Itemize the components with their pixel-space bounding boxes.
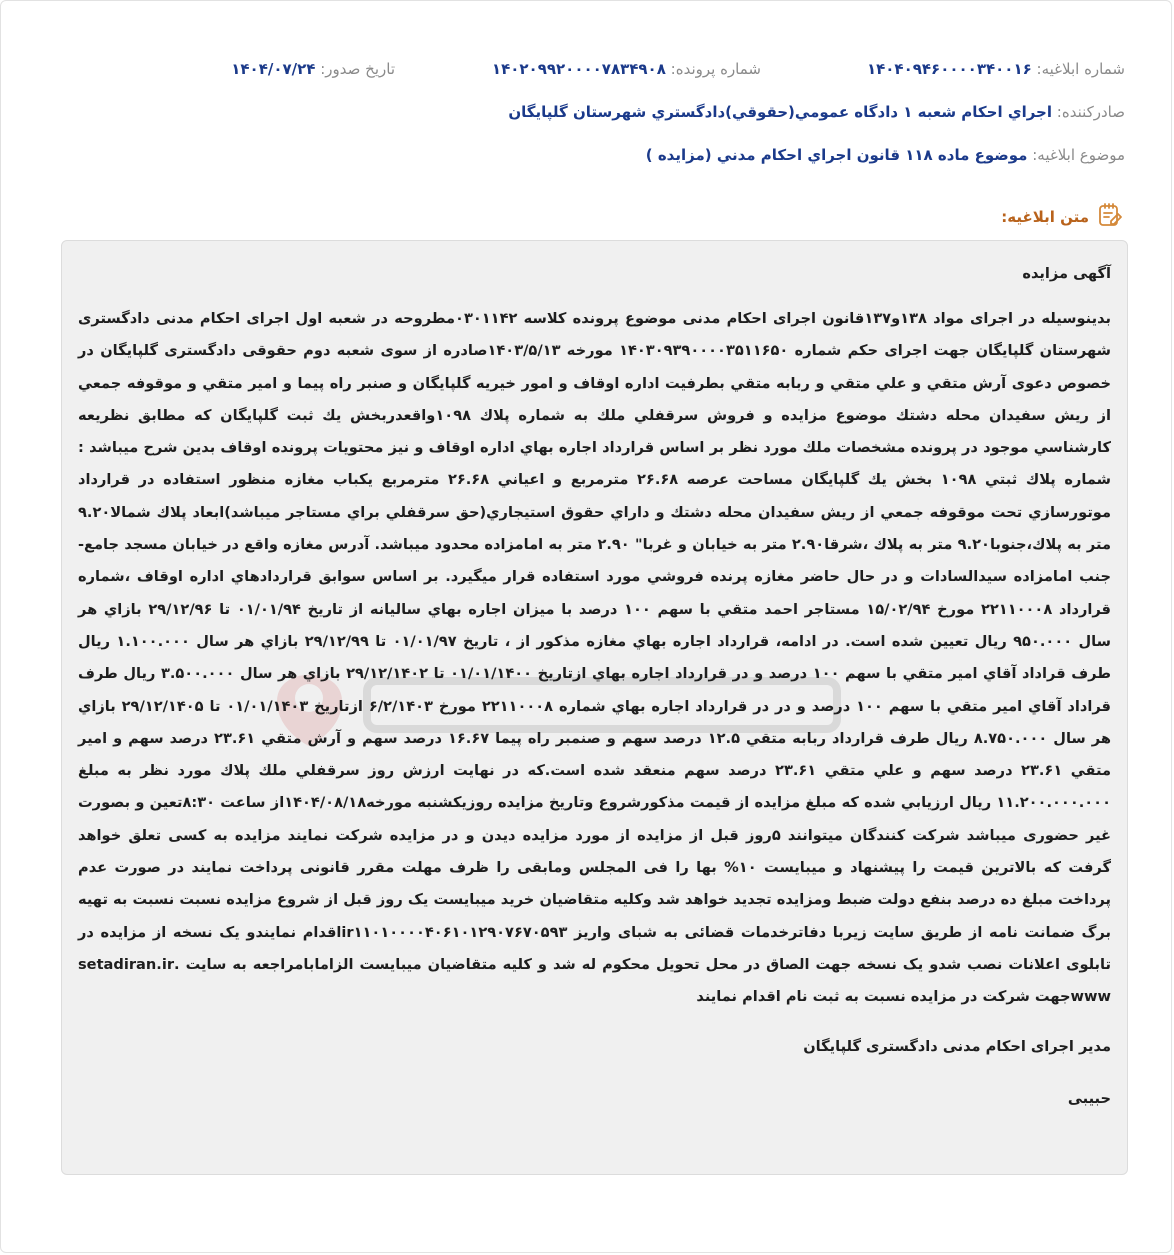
notice-text-title: متن ابلاغيه: [1001, 208, 1089, 226]
notice-number-label: شماره ابلاغيه: [1036, 60, 1125, 78]
issuer-value: اجراي احکام شعبه ۱ دادگاه عمومي(حقوقي)دادگستري شهرستان گلپايگان [508, 103, 1052, 121]
notice-content [78, 261, 1111, 1136]
issuer-row [47, 101, 1125, 123]
notepad-icon [1097, 202, 1123, 232]
notice-text-header [1001, 202, 1123, 232]
issuer-label: صادرکننده: [1056, 103, 1125, 121]
case-number [492, 58, 761, 80]
notice-heading: آگهی مزایده [1022, 265, 1111, 282]
notice-number-value: ۱۴۰۴۰۹۴۶۰۰۰۰۳۴۰۰۱۶ [866, 60, 1032, 78]
notice-body: بدینوسیله در اجرای مواد ۱۳۸و۱۳۷قانون اجرای احکام مدنی موضوع پرونده کلاسه ۰۳۰۱۱۴۲مطروحه در شعبه اول اجرای احکام مدنی دادگستری شهرستان گلپایگان جهت اجرای حکم شماره ۱۴۰۳۰۹۳۹۰۰۰۰۳۵۱۱۶۵۰ مورخه ۱۴۰۳/۵/۱۳صادره از سوی شعبه دوم حقوقی دادگستری گلپایگان در خصوص دعوی آرش متقي و علي متقي و ربابه متقي بطرفيت اداره اوقاف و امور خيريه گلپايگان و صنبر راه پيما و امير متقي و موقوفه جمعي از ريش سفيدان محله دشتك موضوع مزايده و فروش سرقفلي ملك به شماره پلاك ۱۰۹۸واقعدربخش يك ثبت گلپايگان كه مطابق نظريعه كارشناسي موجود در پرونده مشخصات ملك مورد نظر بر اساس قرارداد اجاره بهاي اداره اوقاف و نيز محتويات پرونده اوقاف بدين شرح ميباشد : شماره پلاك ثبتي ۱۰۹۸ بخش يك گلپايگان مساحت عرصه ۲۶.۶۸ مترمربع و اعياني ۲۶.۶۸ مترمربع يكباب مغازه منظور استفاده در قرارداد موتورسازي تحت موقوفه جمعي از ريش سفيدان محله دشتك و داراي حقوق استيجاري(حق سرقفلي براي مستاجر ميباشد)ابعاد پلاك شمالا۹.۲۰ متر به پلاك،جنوبا۹.۲۰ متر به پلاك ،شرقا۲.۹۰ متر به خيابان و غربا" ۲.۹۰ متر به امامزاده محدود ميباشد. آدرس مغازه واقع در خيابان مسجد جامع-جنب امامزاده سيدالسادات و در حال حاضر مغازه پرنده فروشي مورد استفاده قرار ميگيرد. بر اساس سوابق قراردادهاي اداره اوقاف ،شماره قرارداد ۲۲۱۱۰۰۰۸ مورخ ۱۵/۰۲/۹۴ مستاجر احمد متقي با سهم ۱۰۰ درصد با ميزان اجاره بهاي ساليانه از تاريخ ۰۱/۰۱/۹۴ تا ۲۹/۱۲/۹۶ بازاي هر سال ۹۵۰.۰۰۰ ريال تعيين شده است. در ادامه، قرارداد اجاره بهاي مغازه مذكور از ، تاريخ ۰۱/۰۱/۹۷ تا ۲۹/۱۲/۹۹ بازاي هر سال ۱.۱۰۰.۰۰۰ ريال طرف قراداد آقاي امير متقي با سهم ۱۰۰ درصد و در قرارداد اجاره بهاي ازتاريخ ۰۱/۰۱/۱۴۰۰ تا ۲۹/۱۲/۱۴۰۲ بازاي هر سال ۳.۵۰۰.۰۰۰ ريال طرف قراداد آقاي امير متقي با سهم ۱۰۰ درصد و در در قرارداد اجاره بهاي شماره ۲۲۱۱۰۰۰۸ مورخ ۶/۲/۱۴۰۳ ازتاريخ ۰۱/۰۱/۱۴۰۳ تا ۲۹/۱۲/۱۴۰۵ بازاي هر سال ۸.۷۵۰.۰۰۰ ريال طرف قرارداد ربابه متقي ۱۲.۵ درصد سهم و صنمبر راه پيما ۱۶.۶۷ درصد سهم و آرش متقي ۲۳.۶۱ درصد سهم و امير متقي ۲۳.۶۱ درصد سهم و علي متقي ۲۳.۶۱ درصد سهم منعقد شده است.كه در نهايت ارزش روز سرقفلي ملك پلاك مورد نظر به مبلغ ۱۱.۲۰۰.۰۰۰.۰۰۰ ريال ارزيابي شده كه مبلغ مزايده از قيمت مذكورشروع وتاريخ مزايده روزيكشنبه مورخه۱۴۰۴/۰۸/۱۸از ساعت ۸:۳۰تعين و بصورت غیر حضوری میباشد شرکت کنندگان میتوانند ۵روز قبل از مزایده از مورد مزایده دیدن و در مزایده شرکت نمایند مزایده به کسی تعلق خواهد گرفت که بالاترین قیمت را پیشنهاد و میبایست ۱۰% بها را فی المجلس ومابقی را ظرف مهلت مقرر قانونی پرداخت نمایند در صورت عدم پرداخت مبلغ ده درصد بنفع دولت ضبط ومزایده تجدید خواهد شد وکلیه متقاضیان خرید میبایست یک روز قبل از شروع مزایده نسبت نسبت به تهیه برگ ضمانت نامه از طریق سایت زیربا دفاترخدمات قضائی به شبای واریز ir۱۱۰۱۰۰۰۰۴۰۶۱۰۱۲۹۰۷۶۷۰۵۹۳اقدام نمایندو یک نسخه از مزایده در تابلوی اعلانات نصب شدو یک نسخه جهت الصاق در محل تحویل محکوم له شد و کلیه متقاضیان میبایست الزامابامراجعه به سایت .setadiran.ir wwwجهت شرکت در مزایده نسبت به ثبت نام اقدام نمایند [78, 310, 1112, 1006]
signatory-title: مدیر اجرای احکام مدنی دادگستری گلپایگان [803, 1037, 1111, 1055]
issue-date [231, 58, 395, 80]
subject-value: موضوع ماده ۱۱۸ قانون اجراي احكام مدني (مزايده ) [645, 146, 1028, 164]
signatory-name: حبیبی [1067, 1089, 1111, 1107]
case-number-label: شماره پرونده: [670, 60, 761, 78]
notice-text-panel [61, 240, 1128, 1175]
issue-date-value: ۱۴۰۴/۰۷/۲۴ [231, 60, 316, 78]
case-number-value: ۱۴۰۲۰۹۹۲۰۰۰۰۷۸۳۴۹۰۸ [491, 60, 666, 78]
issue-date-label: تاريخ صدور: [320, 60, 395, 78]
notice-number [867, 58, 1125, 80]
subject-row [47, 144, 1125, 166]
subject-label: موضوع ابلاغيه: [1032, 146, 1125, 164]
